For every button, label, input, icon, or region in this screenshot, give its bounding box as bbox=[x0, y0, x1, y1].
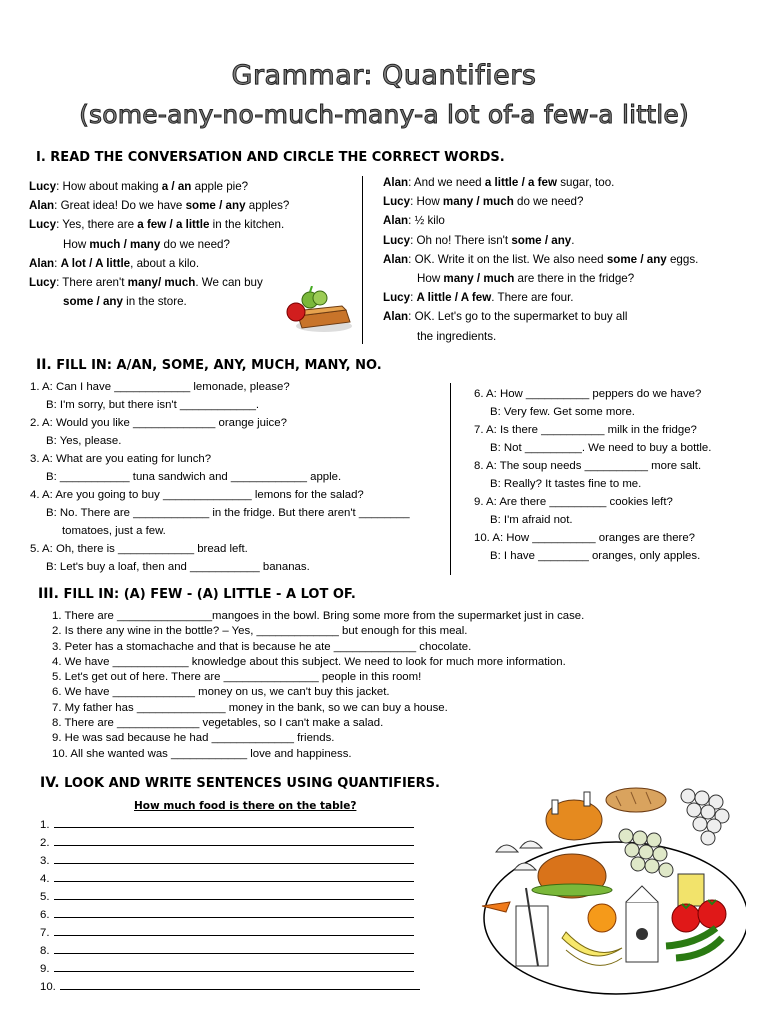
speaker-name: Lucy bbox=[383, 233, 411, 247]
section2-number: II. bbox=[36, 357, 52, 373]
writing-line bbox=[40, 924, 420, 942]
choice-words: A little / A few bbox=[416, 291, 492, 305]
conversation-line bbox=[383, 327, 763, 346]
choice-words: many / much bbox=[442, 195, 514, 209]
line-text: : bbox=[54, 256, 61, 270]
blank-line bbox=[54, 942, 414, 954]
section3-number: III. bbox=[38, 586, 59, 602]
line-text: , about a kilo. bbox=[130, 256, 200, 270]
line-text: are there in the fridge? bbox=[514, 272, 635, 286]
apple-pie-illustration bbox=[284, 286, 356, 334]
section4-heading bbox=[40, 775, 440, 791]
line-text: : How about making bbox=[56, 180, 162, 193]
writing-line bbox=[40, 888, 420, 906]
exercise-item: 4. We have ____________ knowledge about this subject. We need to look for much more information. bbox=[52, 655, 566, 668]
line-text: : And we need bbox=[408, 176, 485, 189]
blank-line bbox=[54, 834, 414, 846]
blank-line bbox=[54, 888, 414, 900]
line-text: : bbox=[410, 291, 417, 305]
exercise-item: 3. A: What are you eating for lunch? bbox=[30, 453, 212, 465]
exercise-item: 1. A: Can I have ____________ lemonade, please? bbox=[30, 381, 290, 393]
choice-words: some / any bbox=[606, 252, 667, 266]
conversation-line bbox=[29, 215, 359, 234]
exercise-item: 9. He was sad because he had _____________ friends. bbox=[52, 732, 335, 745]
line-text: How bbox=[417, 272, 444, 286]
exercise-item: 7. My father has ______________ money in the bank, so we can buy a house. bbox=[52, 701, 448, 714]
blank-line bbox=[54, 870, 414, 882]
blank-line bbox=[60, 978, 420, 990]
exercise-item: B: Yes, please. bbox=[46, 435, 122, 447]
food-table-illustration bbox=[476, 778, 746, 998]
choice-words: much / many bbox=[89, 237, 161, 251]
section4-title: LOOK AND WRITE SENTENCES USING QUANTIFIERS. bbox=[59, 776, 440, 791]
writing-line bbox=[40, 852, 420, 870]
blank-line bbox=[54, 816, 414, 828]
exercise-item: B: I'm afraid not. bbox=[490, 514, 573, 526]
choice-words: A lot / A little bbox=[60, 256, 131, 270]
speaker-name: Alan bbox=[383, 214, 409, 228]
choice-words: a little / a few bbox=[484, 176, 558, 189]
speaker-name: Alan bbox=[383, 176, 409, 189]
choice-words: some / any bbox=[511, 233, 572, 247]
exercise2-left bbox=[30, 378, 410, 576]
writing-line bbox=[40, 816, 420, 834]
conversation-line bbox=[29, 177, 359, 196]
writing-line bbox=[40, 906, 420, 924]
conversation-line bbox=[29, 254, 359, 273]
exercise-item: 5. Let's get out of here. There are _______________ people in this room! bbox=[52, 671, 422, 684]
line-number: 5. bbox=[40, 891, 50, 903]
line-text: in the kitchen. bbox=[209, 218, 285, 232]
conversation-line bbox=[383, 250, 763, 269]
line-number: 2. bbox=[40, 837, 50, 849]
exercise-item: B: Really? It tastes fine to me. bbox=[490, 478, 642, 490]
exercise2-right bbox=[474, 385, 711, 565]
exercise-item: B: Let's buy a loaf, then and ___________ bananas. bbox=[46, 561, 310, 573]
line-text: do we need? bbox=[513, 195, 584, 209]
speaker-name: Lucy bbox=[383, 291, 411, 305]
exercise-item: 9. A: Are there _________ cookies left? bbox=[474, 496, 673, 508]
section4-number: IV. bbox=[40, 775, 60, 791]
choice-words: a / an bbox=[161, 180, 192, 193]
speaker-name: Lucy bbox=[383, 195, 411, 209]
exercise-item: 5. A: Oh, there is ____________ bread left. bbox=[30, 543, 248, 555]
line-text: do we need? bbox=[160, 237, 230, 251]
conversation-line bbox=[383, 288, 763, 307]
line-text: eggs. bbox=[666, 252, 699, 266]
choice-words: many / much bbox=[443, 272, 515, 286]
blank-line bbox=[54, 906, 414, 918]
line-text: : There aren't bbox=[56, 276, 128, 290]
choice-words: some / any bbox=[63, 295, 123, 309]
exercise-item: 8. A: The soup needs __________ more salt. bbox=[474, 460, 702, 472]
exercise-item: 8. There are _____________ vegetables, so I can't make a salad. bbox=[52, 717, 384, 730]
line-number: 7. bbox=[40, 927, 50, 939]
speaker-name: Alan bbox=[29, 199, 55, 213]
exercise-item: 6. We have _____________ money on us, we can't buy this jacket. bbox=[52, 686, 390, 699]
conversation-line bbox=[383, 211, 763, 230]
choice-words: many/ much bbox=[127, 276, 196, 290]
line-text: apples? bbox=[245, 199, 290, 213]
speaker-name: Alan bbox=[383, 310, 409, 324]
line-number: 4. bbox=[40, 873, 50, 885]
section4-question: How much food is there on the table? bbox=[134, 800, 357, 812]
blank-line bbox=[54, 924, 414, 936]
line-text: : Oh no! There isn't bbox=[410, 233, 512, 247]
conversation-right bbox=[383, 173, 763, 346]
exercise-item: 10. A: How __________ oranges are there? bbox=[474, 532, 696, 544]
section1-divider bbox=[362, 176, 363, 344]
exercise-item: B: Very few. Get some more. bbox=[490, 406, 635, 418]
line-text: . There are four. bbox=[491, 291, 574, 305]
exercise-item: B: I'm sorry, but there isn't ____________. bbox=[46, 399, 260, 411]
conversation-line bbox=[383, 269, 763, 288]
exercise-item: 7. A: Is there __________ milk in the fridge? bbox=[474, 424, 697, 436]
line-text: : Yes, there are bbox=[56, 218, 138, 232]
exercise-item: B: ___________ tuna sandwich and ____________ apple. bbox=[46, 471, 342, 483]
section1-heading: I. READ THE CONVERSATION AND CIRCLE THE CORRECT WORDS. bbox=[36, 150, 505, 165]
line-text: : How bbox=[410, 195, 443, 209]
line-text: How bbox=[63, 237, 90, 251]
conversation-line bbox=[383, 231, 763, 250]
exercise-item: B: Not _________. We need to buy a bottle. bbox=[490, 442, 712, 454]
writing-line bbox=[40, 942, 420, 960]
section3-title: FILL IN: (A) FEW - (A) LITTLE - A LOT OF. bbox=[58, 587, 356, 602]
exercise-item: 4. A: Are you going to buy ______________ lemons for the salad? bbox=[30, 489, 364, 501]
writing-line bbox=[40, 960, 420, 978]
exercise-item: 2. A: Would you like _____________ orange juice? bbox=[30, 417, 287, 429]
line-text: : Great idea! Do we have bbox=[54, 199, 186, 213]
exercise-item: 2. Is there any wine in the bottle? – Yes, _____________ but enough for this meal. bbox=[52, 625, 468, 638]
conversation-line bbox=[29, 235, 359, 254]
section2-heading bbox=[36, 357, 382, 373]
writing-line bbox=[40, 834, 420, 852]
exercise-item: 10. All she wanted was ____________ love and happiness. bbox=[52, 747, 352, 760]
line-text: : ½ kilo bbox=[408, 214, 445, 228]
line-number: 8. bbox=[40, 945, 50, 957]
blank-line bbox=[54, 960, 414, 972]
writing-line bbox=[40, 978, 420, 996]
page-title: Grammar: Quantifiers bbox=[231, 60, 537, 91]
section3-heading bbox=[38, 586, 356, 602]
conversation-line bbox=[383, 192, 763, 211]
exercise-item: 6. A: How __________ peppers do we have? bbox=[474, 388, 702, 400]
line-text: . We can buy bbox=[195, 276, 263, 290]
conversation-line bbox=[383, 307, 763, 326]
exercise-item: 1. There are _______________mangoes in the bowl. Bring some more from the supermarket just in case. bbox=[52, 610, 585, 622]
choice-words: some / any bbox=[185, 199, 246, 213]
line-number: 3. bbox=[40, 855, 50, 867]
writing-line bbox=[40, 870, 420, 888]
line-text: in the store. bbox=[122, 295, 187, 309]
page-subtitle: (some-any-no-much-many-a lot of-a few-a little) bbox=[79, 100, 689, 129]
line-text: apple pie? bbox=[191, 180, 249, 193]
line-text: : OK. Let's go to the supermarket to buy all bbox=[408, 310, 628, 324]
speaker-name: Lucy bbox=[29, 218, 57, 232]
exercise-item: B: I have ________ oranges, only apples. bbox=[490, 550, 701, 562]
blank-line bbox=[54, 852, 414, 864]
line-number: 1. bbox=[40, 819, 50, 831]
conversation-line bbox=[383, 173, 763, 192]
line-text: sugar, too. bbox=[557, 176, 615, 189]
line-text: : OK. Write it on the list. We also need bbox=[408, 252, 607, 266]
writing-lines bbox=[40, 816, 420, 996]
speaker-name: Alan bbox=[383, 252, 409, 266]
section2-title: FILL IN: A/AN, SOME, ANY, MUCH, MANY, NO. bbox=[51, 358, 382, 373]
conversation-line bbox=[29, 196, 359, 215]
speaker-name: Alan bbox=[29, 256, 55, 270]
exercise3-list bbox=[52, 609, 584, 762]
choice-words: a few / a little bbox=[137, 218, 210, 232]
exercise-item: 3. Peter has a stomachache and that is because he ate _____________ chocolate. bbox=[52, 640, 472, 653]
line-number: 10. bbox=[40, 981, 56, 993]
exercise-item: tomatoes, just a few. bbox=[62, 525, 166, 537]
line-number: 6. bbox=[40, 909, 50, 921]
section2-divider bbox=[450, 383, 451, 575]
exercise-item: B: No. There are ____________ in the fridge. But there aren't ________ bbox=[46, 507, 410, 519]
speaker-name: Lucy bbox=[29, 180, 57, 193]
speaker-name: Lucy bbox=[29, 276, 57, 290]
line-text: the ingredients. bbox=[417, 329, 497, 343]
line-number: 9. bbox=[40, 963, 50, 975]
line-text: . bbox=[571, 233, 575, 247]
